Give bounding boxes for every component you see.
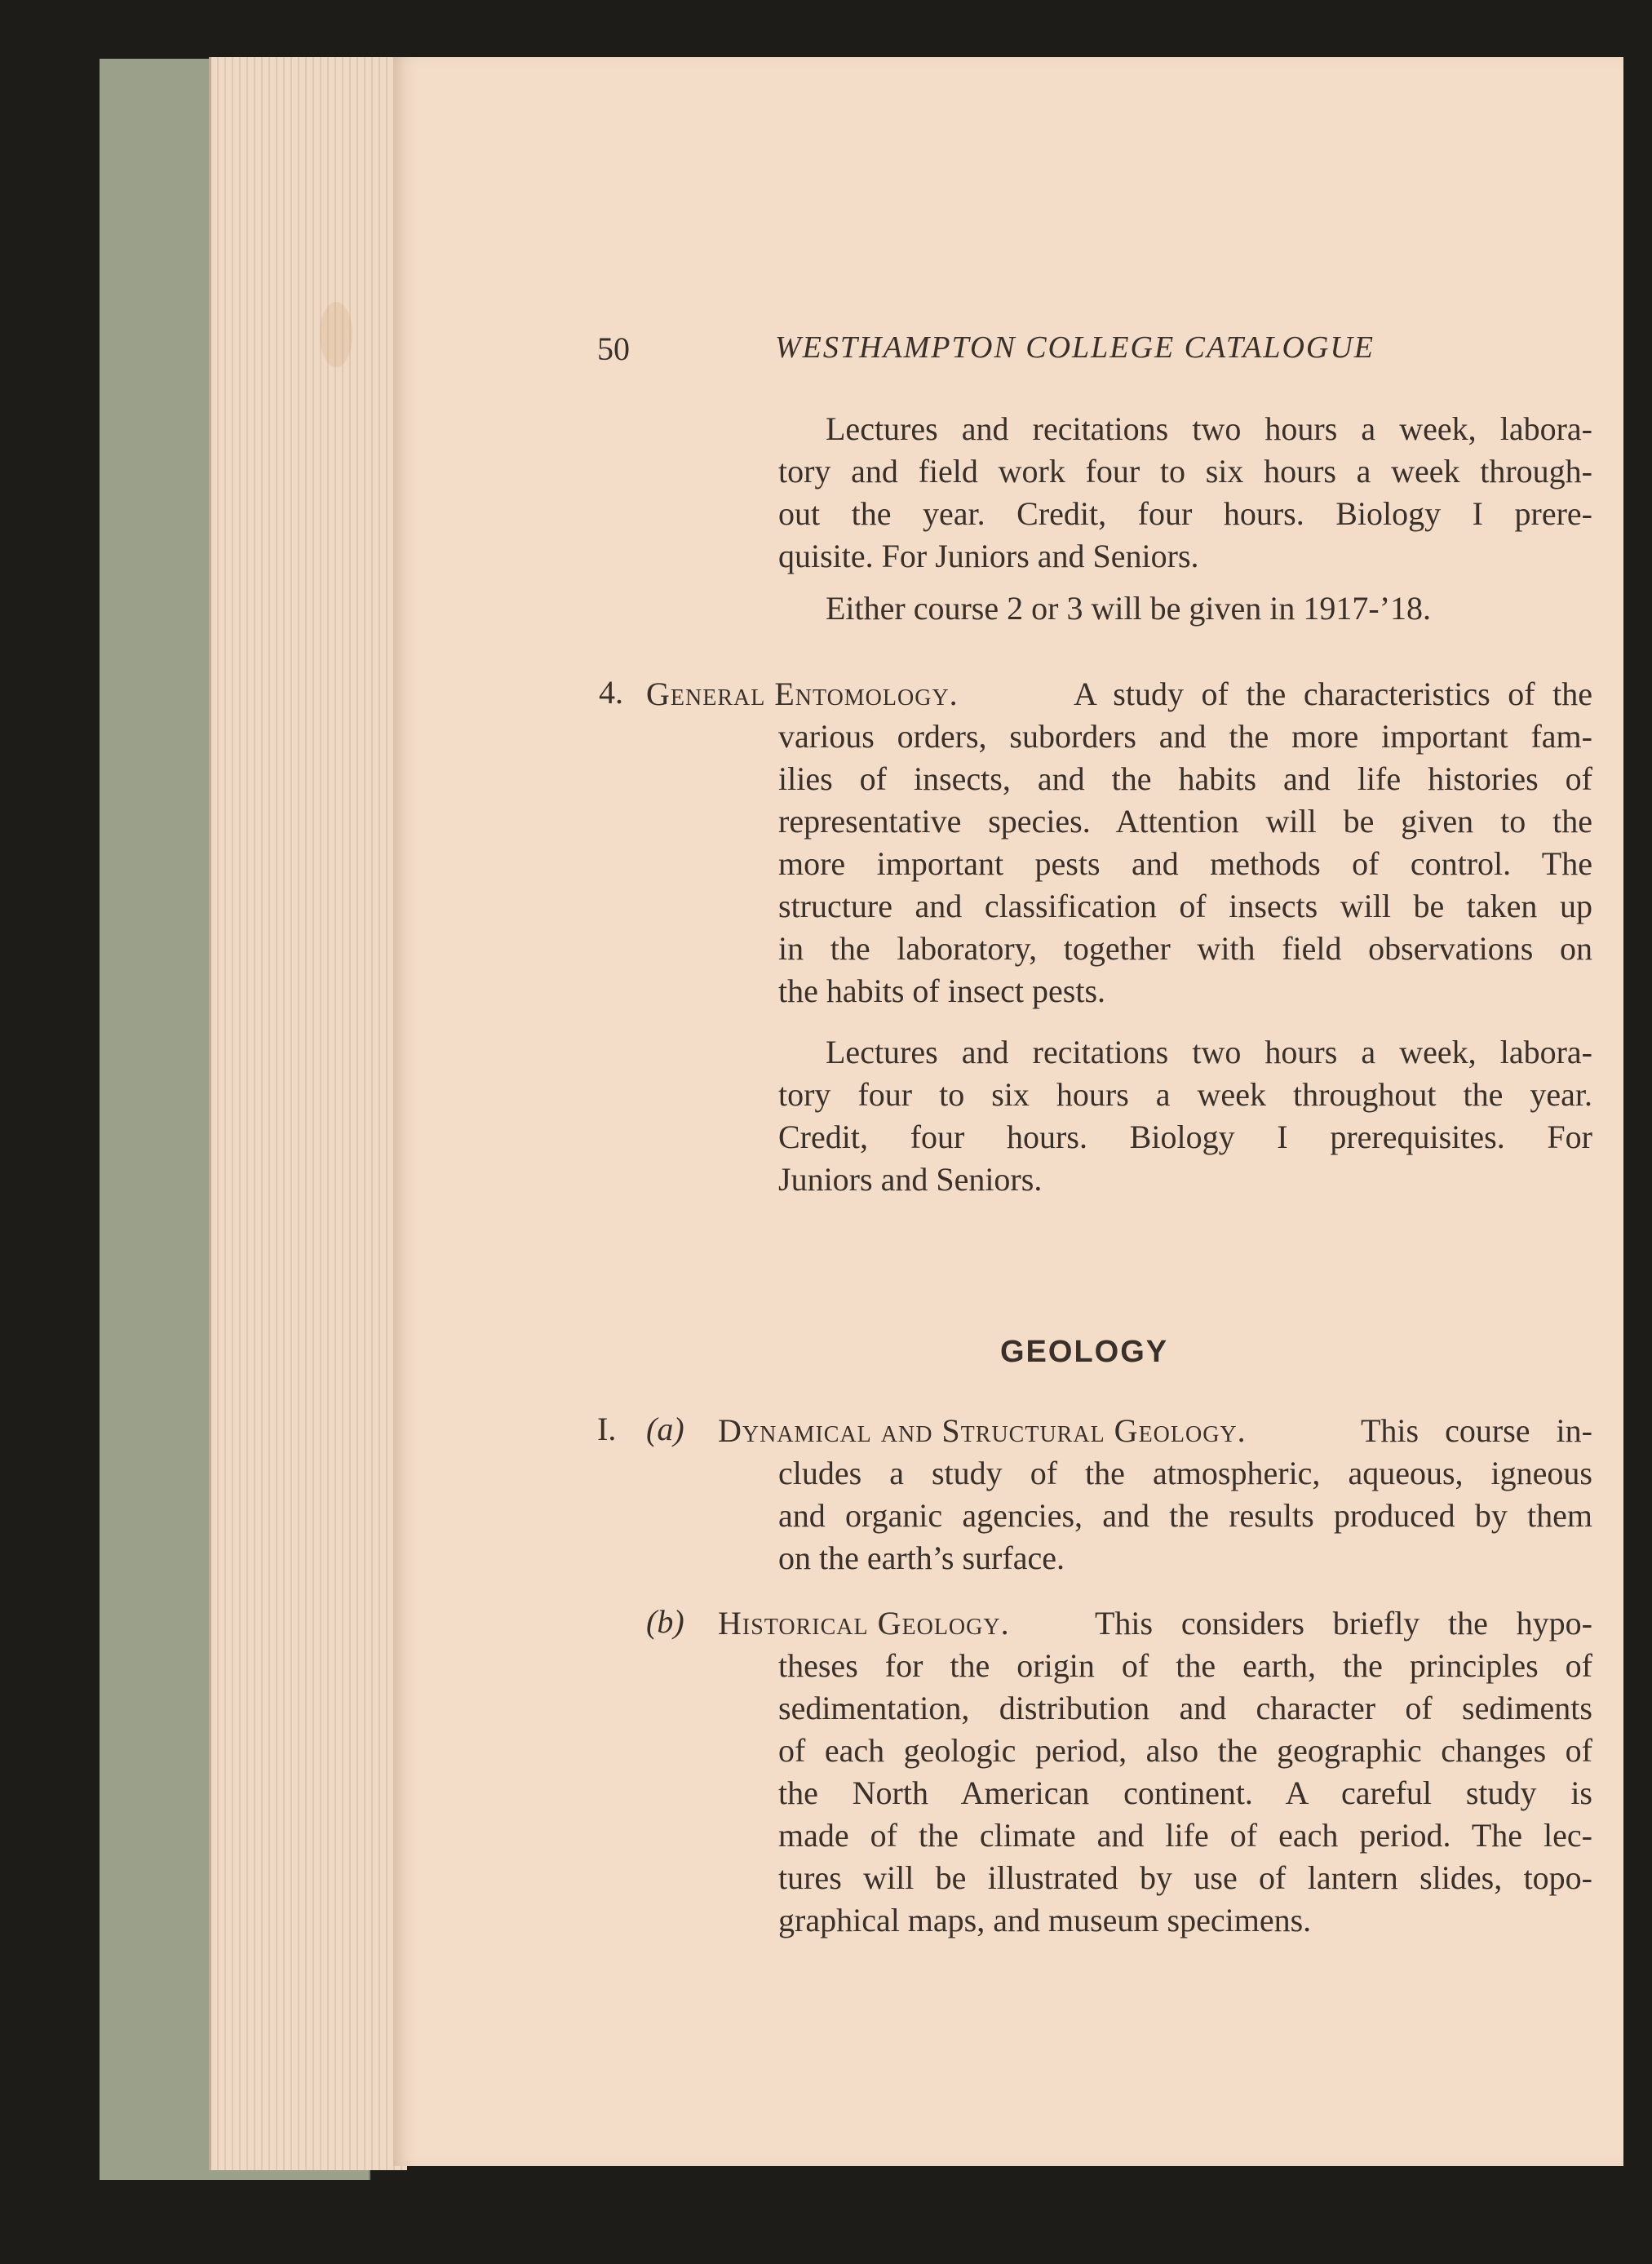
course-label: (a) [646, 1411, 684, 1447]
section-heading: GEOLOGY [1000, 1335, 1169, 1369]
course-label: (b) [646, 1603, 684, 1640]
text-line: theses for the origin of the earth, the principles of [778, 1647, 1592, 1684]
text-line: graphical maps, and museum specimens. [778, 1902, 1312, 1938]
text-line: made of the climate and life of each period. The lec- [778, 1817, 1592, 1854]
text-line: Lectures and recitations two hours a week, labora- [826, 410, 1592, 447]
text-line: tures will be illustrated by use of lantern slides, topo- [778, 1859, 1592, 1896]
course-title: Historical Geology. [718, 1605, 1010, 1642]
text-line: the habits of insect pests. [778, 973, 1106, 1009]
text-line: in the laboratory, together with field observations on [778, 930, 1592, 967]
text-line: A study of the characteristics of the [1074, 676, 1592, 712]
course-title: General Entomology. [646, 676, 959, 712]
running-header: WESTHAMPTON COLLEGE CATALOGUE [775, 330, 1375, 365]
text-line: This considers briefly the hypo- [1095, 1605, 1592, 1642]
text-line: the North American continent. A careful study is [778, 1774, 1592, 1811]
page-edges [209, 57, 407, 2170]
text-line: of each geologic period, also the geographic changes of [778, 1732, 1592, 1769]
text-line: and organic agencies, and the results produced by them [778, 1497, 1592, 1534]
course-title: Dynamical and Structural Geology. [718, 1412, 1247, 1449]
text-line: representative species. Attention will be given to the [778, 803, 1592, 840]
text-line: quisite. For Juniors and Seniors. [778, 538, 1199, 574]
text-line: on the earth’s surface. [778, 1540, 1065, 1576]
text-line: various orders, suborders and the more important fam- [778, 718, 1592, 755]
course-note: Either course 2 or 3 will be given in 1917-’18. [826, 590, 1432, 627]
text-line: This course in- [1361, 1412, 1592, 1449]
text-line: out the year. Credit, four hours. Biology I prere- [778, 495, 1592, 532]
text-line: sedimentation, distribution and character of sediments [778, 1690, 1592, 1726]
text-line: more important pests and methods of control. The [778, 845, 1592, 882]
text-line: ilies of insects, and the habits and life histories of [778, 760, 1592, 797]
text-line: Juniors and Seniors. [778, 1161, 1043, 1198]
text-line: cludes a study of the atmospheric, aqueous, igneous [778, 1455, 1592, 1491]
foxing-stain [320, 302, 352, 367]
text-line: structure and classification of insects will be taken up [778, 888, 1592, 924]
text-line: Lectures and recitations two hours a week, labora- [826, 1034, 1592, 1070]
text-line: Credit, four hours. Biology I prerequisites. For [778, 1119, 1592, 1155]
text-line: tory four to six hours a week throughout the year. [778, 1076, 1592, 1113]
course-number: I. [597, 1411, 617, 1447]
text-line: tory and field work four to six hours a week through- [778, 453, 1592, 490]
page-number: 50 [597, 330, 630, 367]
course-number: 4. [599, 674, 623, 711]
